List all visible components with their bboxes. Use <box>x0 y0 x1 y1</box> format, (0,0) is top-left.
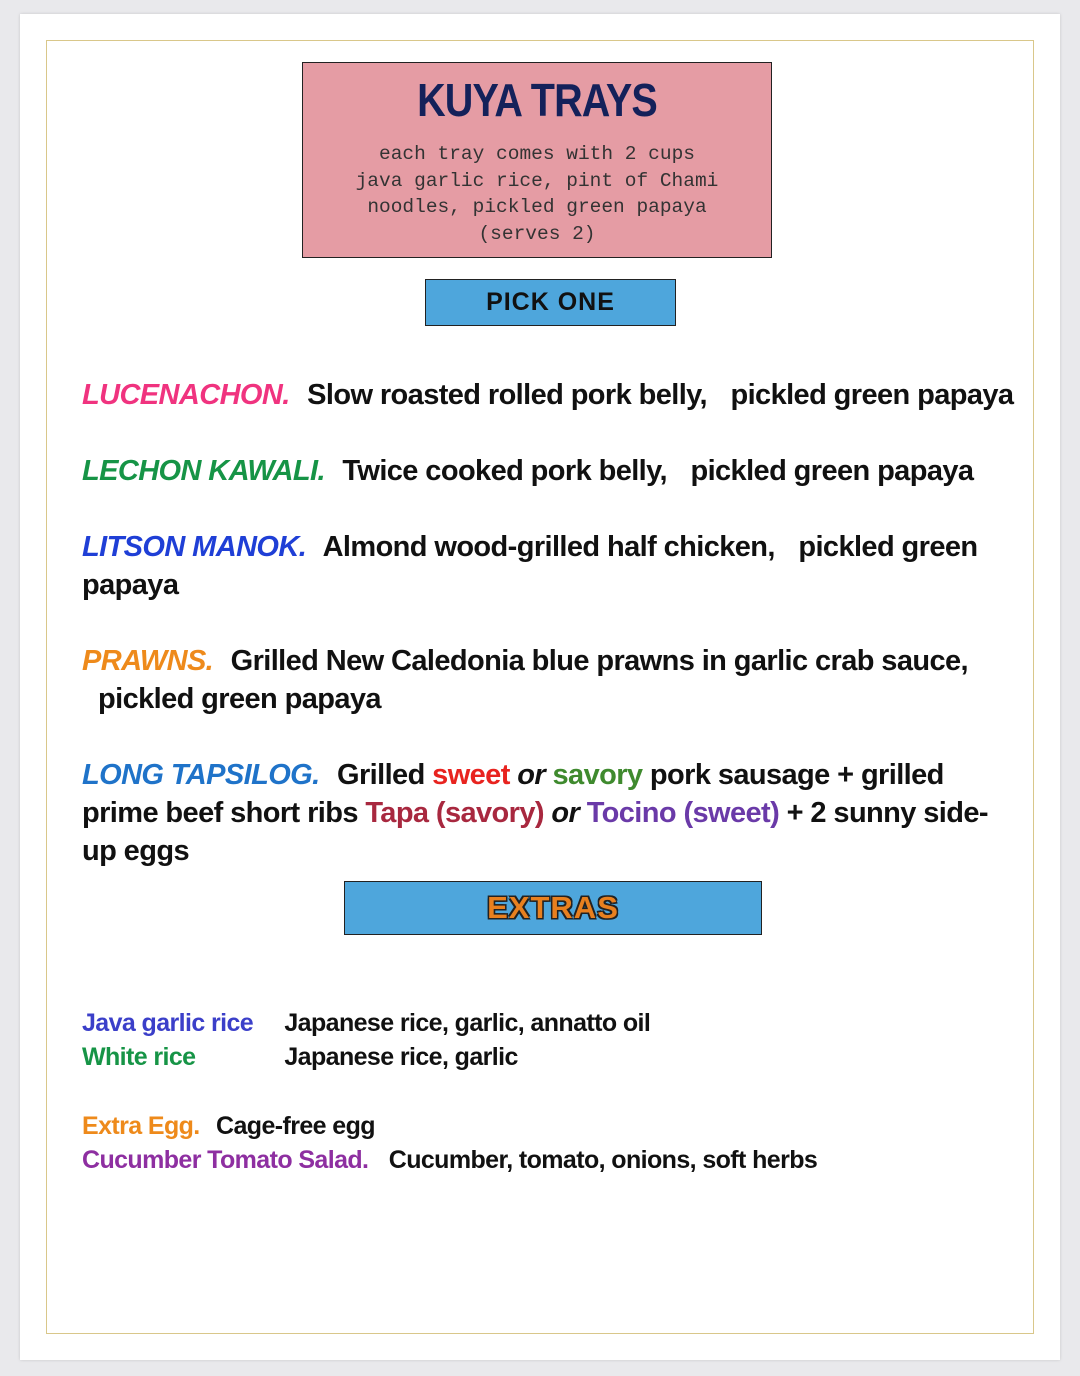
pick-one-banner: PICK ONE <box>425 279 676 326</box>
extra-java-garlic-rice <box>82 1006 650 1040</box>
menu-item-lechon-kawali <box>82 452 1022 490</box>
item-side: pickled green papaya <box>690 455 974 487</box>
item-text: + 2 sunny side-up eggs <box>82 797 988 867</box>
item-description: Slow roasted rolled pork belly, <box>307 379 707 411</box>
item-side: pickled green papaya <box>82 531 978 601</box>
menu-item-lucenachon <box>82 376 1022 414</box>
extra-cucumber-tomato-salad <box>82 1143 817 1177</box>
menu-page <box>20 14 1060 1360</box>
item-name: LUCENACHON. <box>82 379 290 411</box>
title-box <box>302 62 772 258</box>
item-text: pork sausage + grilled prime beef short ribs <box>82 759 944 829</box>
extra-name: White rice <box>82 1043 196 1071</box>
item-description: Twice cooked pork belly, <box>342 455 667 487</box>
extra-name: Extra Egg. <box>82 1112 200 1140</box>
tapa-option: Tapa (savory) <box>365 797 544 829</box>
item-side: pickled green papaya <box>730 379 1014 411</box>
extras-banner: EXTRAS <box>344 881 762 935</box>
extra-white-rice <box>82 1040 518 1074</box>
menu-item-prawns <box>82 642 1022 718</box>
savory-option: savory <box>552 759 643 791</box>
extra-egg <box>82 1109 375 1143</box>
extra-description: Japanese rice, garlic <box>284 1043 518 1071</box>
item-side: pickled green papaya <box>98 683 381 715</box>
or-word: or <box>551 797 580 829</box>
menu-title: KUYA TRAYS <box>417 74 657 126</box>
menu-item-long-tapsilog <box>82 756 1022 870</box>
item-description: Grilled New Caledonia blue prawns in garlic crab sauce, <box>230 645 968 677</box>
item-text: Grilled <box>337 759 425 791</box>
item-name: LITSON MANOK. <box>82 531 307 563</box>
extra-name: Java garlic rice <box>82 1009 254 1037</box>
extra-description: Cage-free egg <box>216 1112 375 1140</box>
item-name: LONG TAPSILOG. <box>82 759 320 791</box>
extra-description: Cucumber, tomato, onions, soft herbs <box>388 1146 818 1174</box>
or-word: or <box>517 759 546 791</box>
tocino-option: Tocino (sweet) <box>586 797 780 829</box>
menu-subtitle: each tray comes with 2 cups java garlic rice, pint of Chami noodles, pickled green papaya (serves 2) <box>355 143 719 245</box>
sweet-option: sweet <box>432 759 510 791</box>
extra-description: Japanese rice, garlic, annatto oil <box>284 1009 651 1037</box>
item-name: PRAWNS. <box>82 645 214 677</box>
extra-name: Cucumber Tomato Salad. <box>82 1146 369 1174</box>
item-name: LECHON KAWALI. <box>82 455 325 487</box>
item-description: Almond wood-grilled half chicken, <box>322 531 775 563</box>
menu-item-litson-manok <box>82 528 1022 604</box>
